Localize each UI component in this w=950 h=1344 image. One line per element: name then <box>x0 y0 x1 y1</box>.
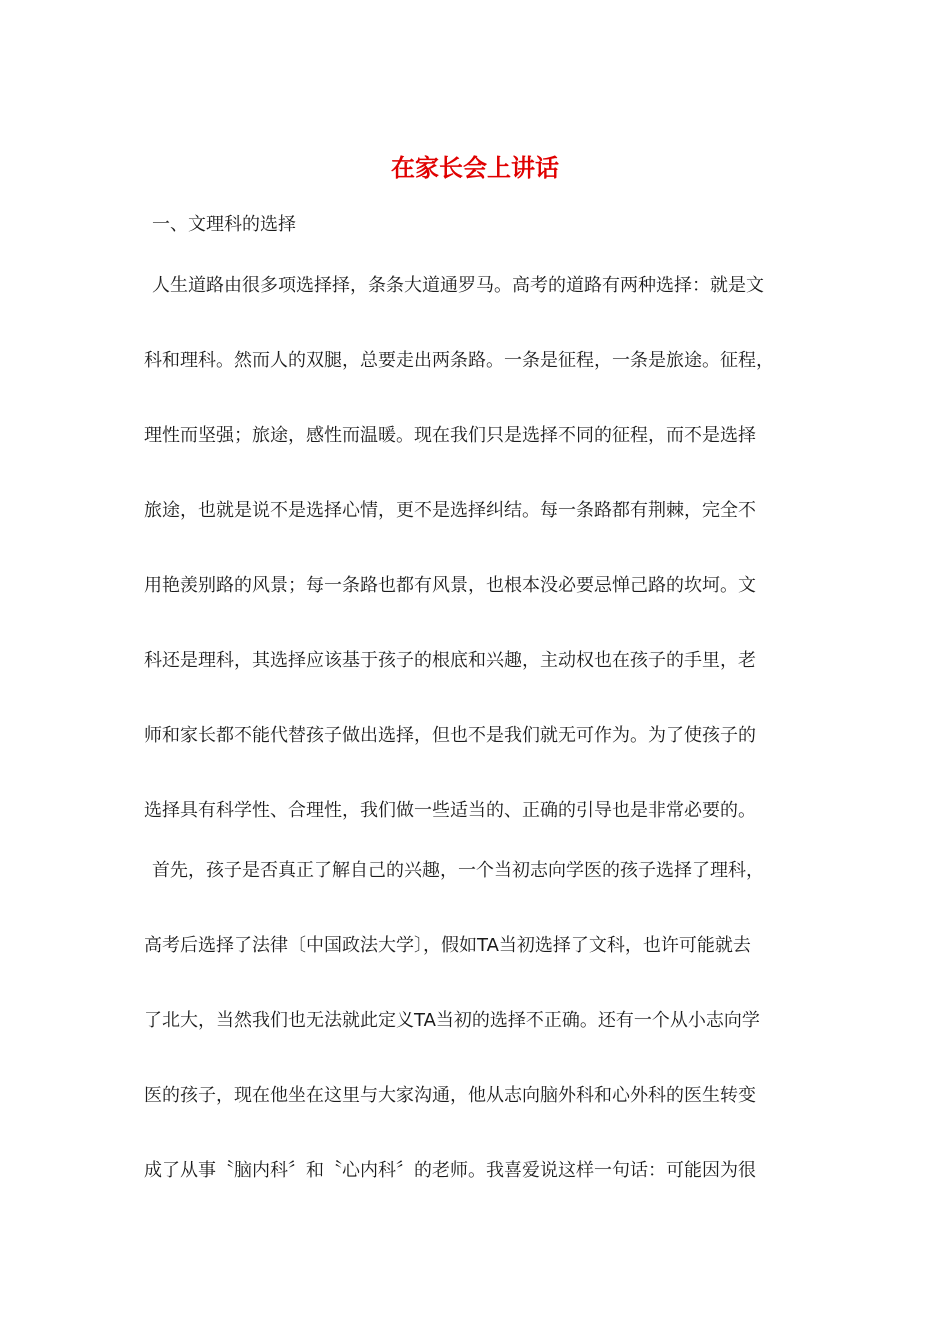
paragraph-line: 选择具有科学性、合理性，我们做一些适当的、正确的引导也是非常必要的。 <box>144 800 756 821</box>
document-title: 在家长会上讲话 <box>391 153 559 182</box>
paragraph-line: 理性而坚强；旅途，感性而温暖。现在我们只是选择不同的征程，而不是选择 <box>144 425 756 446</box>
paragraph-line: 科和理科。然而人的双腿，总要走出两条路。一条是征程，一条是旅途。征程， <box>144 350 774 371</box>
paragraph-line: 成了从事〝脑内科〞和〝心内科〞的老师。我喜爱说这样一句话：可能因为很 <box>144 1160 756 1181</box>
paragraph-line: 旅途，也就是说不是选择心情，更不是选择纠结。每一条路都有荆棘，完全不 <box>144 500 756 521</box>
paragraph-line: 用艳羡别路的风景；每一条路也都有风景，也根本没必要忌惮己路的坎坷。文 <box>144 575 756 596</box>
paragraph-line: 师和家长都不能代替孩子做出选择，但也不是我们就无可作为。为了使孩子的 <box>144 725 756 746</box>
section-heading: 一、文理科的选择 <box>152 214 296 235</box>
paragraph-line: 首先，孩子是否真正了解自己的兴趣，一个当初志向学医的孩子选择了理科， <box>152 860 764 881</box>
paragraph-line: 了北大，当然我们也无法就此定义TA当初的选择不正确。还有一个从小志向学 <box>144 1010 760 1031</box>
paragraph-line: 高考后选择了法律〔中国政法大学〕，假如TA当初选择了文科，也许可能就去 <box>144 935 751 956</box>
paragraph-line: 医的孩子，现在他坐在这里与大家沟通，他从志向脑外科和心外科的医生转变 <box>144 1085 756 1106</box>
paragraph-line: 人生道路由很多项选择择，条条大道通罗马。高考的道路有两种选择：就是文 <box>152 275 764 296</box>
paragraph-line: 科还是理科，其选择应该基于孩子的根底和兴趣，主动权也在孩子的手里，老 <box>144 650 756 671</box>
